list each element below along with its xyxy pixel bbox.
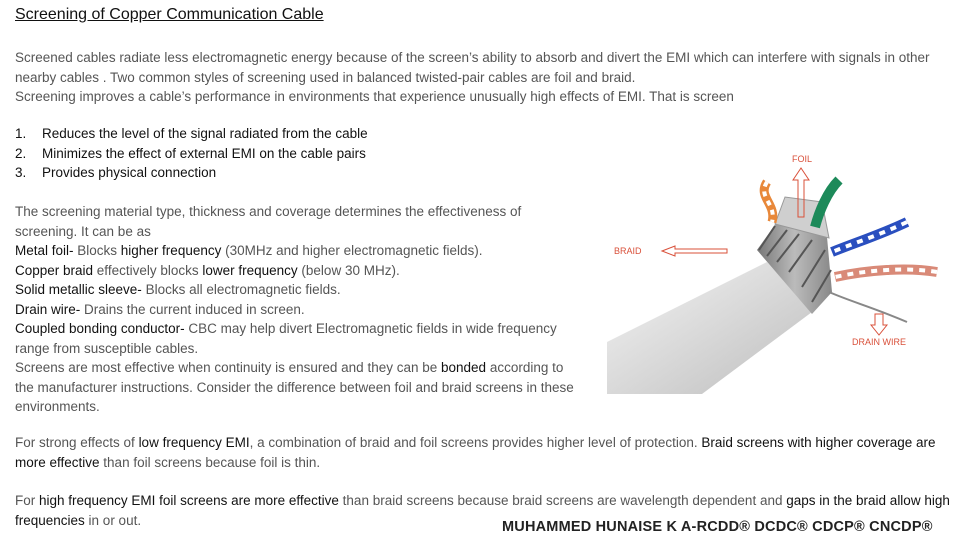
copper-braid-label: Copper braid [15,262,94,278]
high-freq-text-2: than braid screens because braid screens are wavelength dependent and [338,493,787,508]
list-number: 2. [15,145,27,161]
metal-foil-emphasis: higher frequency [120,243,222,258]
metal-foil-label: Metal foil- [15,243,74,258]
drain-wire [829,292,907,322]
author-credit: MUHAMMED HUNAISE K A-RCDD® DCDC® CDCP® CNCDP® [502,519,933,535]
continuity-emphasis: bonded [441,360,487,375]
copper-braid-emphasis: lower frequency [202,262,298,278]
low-freq-text-1: For strong effects of [15,435,139,450]
screening-types-block [15,202,575,417]
cable-jacket [607,262,812,394]
list-text: Provides physical connection [42,165,217,180]
continuity-text: Screens are most effective when continuity is ensured and they can be [15,360,441,375]
intro-paragraph [15,48,950,107]
metal-foil-text-2: (30MHz and higher electromagnetic fields). [221,243,483,258]
drain-wire-text: Drains the current induced in screen. [80,301,305,317]
low-freq-text-3: than foil screens because foil is thin. [99,454,321,470]
high-freq-text-1: For [15,493,40,508]
list-number: 3. [15,165,27,180]
drain-wire-label: Drain wire- [15,301,81,317]
drain-arrow-icon [871,314,887,335]
page-title: Screening of Copper Communication Cable [15,6,324,23]
sleeve-text: Blocks all electromagnetic fields. [141,282,341,297]
list-number: 1. [15,126,27,141]
copper-braid-text: effectively blocks [93,262,203,278]
drain-wire-label: DRAIN WIRE [852,337,906,347]
list-text: Reduces the level of the signal radiated from the cable [42,126,368,141]
cable-illustration [607,142,942,397]
high-freq-emphasis-1: high frequency EMI foil screens are more effective [39,493,339,508]
benefits-list [15,124,368,183]
foil-label: FOIL [792,154,813,164]
low-freq-text-2: , a combination of braid and foil screens provides higher level of protection. [249,435,702,450]
sleeve-label: Solid metallic sleeve- [15,282,142,297]
continuity-text-2: according to the manufacturer instructions. Consider the difference between foil and braid screens in these environments. [15,360,574,414]
metal-foil-text: Blocks [73,243,121,258]
intro-line-1: Screened cables radiate less electromagnetic energy because of the screen’s ability to absorb and divert the EMI which can interfere with signals in other nearby cables . Two common styles of screening used in balanced twisted-pair cables are foil and braid. [15,50,930,85]
high-freq-emphasis-2: gaps in the braid allow high frequencies [15,493,950,528]
high-freq-text-3: in or out. [84,512,142,528]
braid-label: BRAID [614,246,642,256]
list-item [15,163,368,183]
low-frequency-paragraph [15,433,950,472]
list-text: Minimizes the effect of external EMI on the cable pairs [42,145,366,161]
low-freq-emphasis-2: Braid screens with higher coverage are more effective [15,435,936,470]
list-item [15,144,368,164]
cbc-text: CBC may help divert Electromagnetic fields in wide frequency range from susceptible cables. [15,321,557,356]
types-intro: The screening material type, thickness and coverage determines the effectiveness of screening. It can be as [15,204,522,239]
green-pair [815,180,839,227]
braid-arrow-icon [662,246,727,256]
list-item [15,124,368,144]
intro-line-2: Screening improves a cable’s performance in environments that experience unusually high effects of EMI. That is screen [15,89,734,104]
low-freq-emphasis-1: low frequency EMI [138,435,250,450]
copper-braid-text-2: (below 30 MHz). [297,262,400,278]
cbc-label: Coupled bonding conductor- [15,321,185,336]
